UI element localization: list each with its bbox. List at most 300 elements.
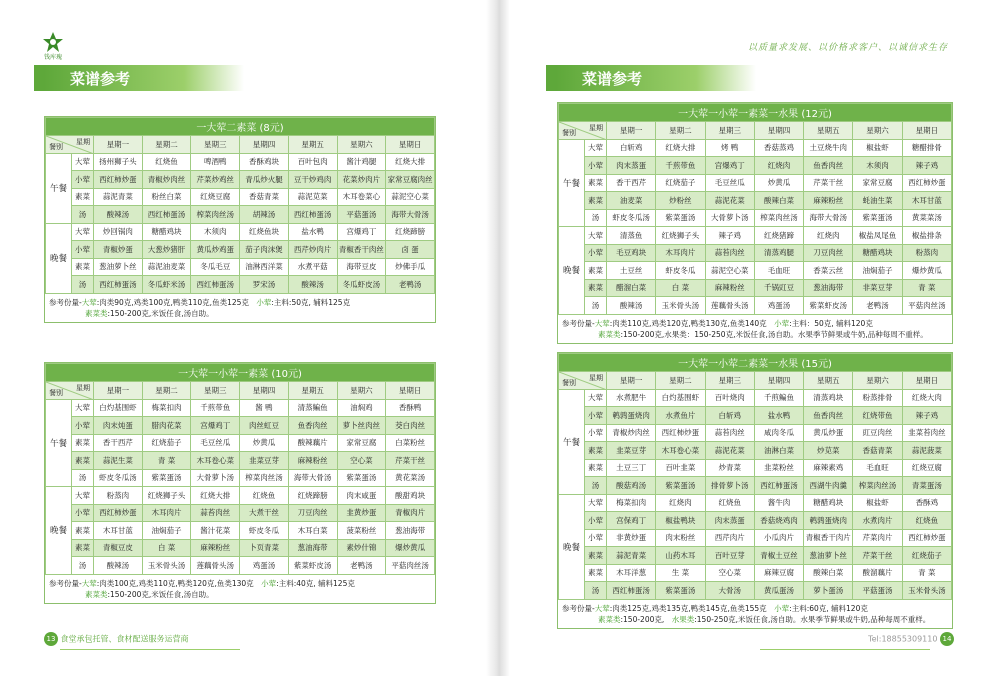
note-line [49, 589, 431, 600]
dish-cell: 炒苋菜 [804, 442, 853, 460]
dish-cell: 清蒸鸡块 [804, 389, 853, 407]
dish-cell: 西红柿蛋汤 [142, 206, 191, 224]
table-row [559, 209, 952, 227]
dish-cell: 大骨萝卜汤 [191, 469, 240, 487]
dish-cell: 蒜泥花菜 [705, 192, 754, 210]
dish-cell: 油焖茄子 [853, 262, 902, 280]
dish-cell: 麻辣素鸡 [804, 459, 853, 477]
dish-cell: 毛豆丝瓜 [191, 434, 240, 452]
dish-cell: 海带大骨汤 [804, 209, 853, 227]
header-row [46, 382, 435, 400]
note-line [49, 297, 431, 308]
header-row [559, 372, 952, 390]
logo-text: 钱库瑰 [43, 54, 62, 61]
day-header: 星期三 [191, 136, 240, 154]
dish-cell: 平菇蛋汤 [337, 206, 386, 224]
dish-cell: 红烧大排 [656, 139, 705, 157]
day-header: 星期五 [288, 382, 337, 400]
meal-label: 午餐 [46, 399, 72, 487]
dish-cell: 粉丝白菜 [142, 188, 191, 206]
dish-cell: 酱牛肉 [754, 494, 803, 512]
dish-cell: 白 菜 [656, 279, 705, 297]
dish-cell: 青椒炒肉丝 [607, 424, 656, 442]
dish-cell: 红烧茄子 [656, 174, 705, 192]
note-segment: :150-200克,米饭任食,汤自助。 [107, 308, 214, 318]
note-segment: :肉类100克,鸡类110克,鸭类120克,鱼类130克 [96, 578, 262, 588]
dish-cell: 豇豆肉丝 [853, 424, 902, 442]
dish-category: 素菜 [585, 279, 607, 297]
dish-cell: 炒黄瓜 [240, 434, 289, 452]
dish-cell: 青 菜 [142, 452, 191, 470]
dish-cell: 油焖鸡 [337, 399, 386, 417]
note-segment: 素菜类 [85, 308, 108, 318]
day-header: 星期五 [804, 122, 853, 140]
note-segment: 大荤 [594, 318, 610, 328]
table-row [46, 171, 435, 189]
header-row [46, 136, 435, 154]
dish-cell: 木耳甘蓝 [902, 192, 951, 210]
dish-cell: 芹菜干丝 [386, 452, 435, 470]
menu-table [45, 363, 435, 575]
dish-cell: 茄子肉沫煲 [240, 241, 289, 259]
table-row [46, 522, 435, 540]
dish-cell: 酸辣白菜 [754, 192, 803, 210]
banner-marker [34, 65, 44, 91]
corner-top-label: 星期 [589, 374, 603, 382]
note-segment: :主料:60克, 辅料120克 [789, 603, 868, 613]
dish-cell: 糖醋鸡块 [142, 223, 191, 241]
dish-cell: 紫菜蛋汤 [656, 582, 705, 600]
dish-cell: 西芹炒肉片 [288, 241, 337, 259]
table-row [559, 157, 952, 175]
dish-cell: 平菇肉丝汤 [902, 297, 951, 315]
dish-category: 小荤 [72, 171, 94, 189]
dish-cell: 鸡蛋汤 [240, 557, 289, 575]
dish-category: 小荤 [72, 417, 94, 435]
dish-cell: 冬瓜毛豆 [191, 258, 240, 276]
table-row [559, 262, 952, 280]
dish-cell: 肉丝虹豆 [240, 417, 289, 435]
dish-cell: 炒粉丝 [656, 192, 705, 210]
table-row [559, 227, 952, 245]
table-row [46, 241, 435, 259]
table-row [559, 547, 952, 565]
dish-cell: 蒜苔肉丝 [705, 244, 754, 262]
dish-cell: 芹菜干丝 [853, 547, 902, 565]
dish-cell: 椒盐虾 [853, 139, 902, 157]
menu-card [44, 362, 436, 604]
table-row [46, 223, 435, 241]
dish-cell: 罗宋汤 [240, 276, 289, 294]
note-line [562, 318, 948, 329]
table-row [46, 188, 435, 206]
dish-cell: 青椒炒肉丝 [142, 171, 191, 189]
dish-cell: 黄菜菜汤 [902, 209, 951, 227]
dish-category: 小荤 [585, 157, 607, 175]
dish-category: 素菜 [585, 262, 607, 280]
footer-line [60, 649, 240, 650]
dish-cell: 炒佛手瓜 [386, 258, 435, 276]
dish-cell: 水煮肉片 [853, 512, 902, 530]
dish-cell: 蒜泥空心菜 [705, 262, 754, 280]
portion-note [45, 575, 435, 603]
table-row [46, 539, 435, 557]
dish-cell: 盐水鸭 [288, 223, 337, 241]
dish-cell: 木须肉 [853, 157, 902, 175]
dish-cell: 白斩鸡 [607, 139, 656, 157]
dish-cell: 非黄炒蛋 [607, 529, 656, 547]
dish-cell: 豆干炒鸡肉 [288, 171, 337, 189]
dish-cell: 千煎带鱼 [656, 157, 705, 175]
dish-category: 小荤 [72, 504, 94, 522]
right-page [510, 0, 996, 676]
dish-cell: 木耳白菜 [288, 522, 337, 540]
dish-cell: 香菇蒸鸡 [754, 139, 803, 157]
dish-category: 素菜 [72, 188, 94, 206]
dish-cell: 鹌鹑蛋烧肉 [607, 407, 656, 425]
dish-cell: 萝卜蛋汤 [804, 582, 853, 600]
dish-cell: 平菇蛋汤 [853, 582, 902, 600]
portion-note [558, 600, 952, 628]
dish-cell: 粉蒸排骨 [853, 389, 902, 407]
corner-top-label: 星期 [589, 124, 603, 132]
day-header: 星期日 [386, 136, 435, 154]
section-banner [44, 65, 244, 91]
dish-cell: 紫菜蛋汤 [656, 209, 705, 227]
menu-card [557, 352, 953, 629]
table-row [559, 244, 952, 262]
dish-cell: 清蒸鱼 [607, 227, 656, 245]
dish-cell: 香菜云丝 [804, 262, 853, 280]
table-row [559, 279, 952, 297]
note-segment: 大荤 [81, 578, 97, 588]
dish-cell: 卜页青菜 [240, 539, 289, 557]
meal-label: 午餐 [559, 389, 585, 494]
dish-cell: 千煎鳊鱼 [754, 389, 803, 407]
dish-cell: 香菇烧鸡肉 [754, 512, 803, 530]
table-row [46, 557, 435, 575]
dish-cell: 葱油萝卜丝 [94, 258, 143, 276]
meal-label: 晚餐 [559, 227, 585, 315]
note-segment: 小荤 [774, 318, 790, 328]
dish-cell: 西红柿蛋汤 [754, 477, 803, 495]
table-row [46, 258, 435, 276]
dish-cell: 鹌鹑蛋烧肉 [804, 512, 853, 530]
dish-category: 大荤 [72, 487, 94, 505]
section-banner [556, 65, 756, 91]
note-segment: :150-200克,米饭任食,汤自助。 [107, 589, 214, 599]
day-header: 星期日 [386, 382, 435, 400]
dish-category: 素菜 [72, 452, 94, 470]
dish-cell: 青菜蛋汤 [902, 477, 951, 495]
note-segment: :150-200克, [620, 614, 672, 624]
page-number: 13 [44, 632, 58, 646]
footer-text: 食堂承包托管、食材配送服务运营商 [60, 634, 189, 644]
table-row [559, 297, 952, 315]
note-segment: 小荤 [261, 578, 277, 588]
dish-cell: 红烧肉 [754, 157, 803, 175]
dish-cell: 水煮平菇 [288, 258, 337, 276]
dish-category: 素菜 [585, 564, 607, 582]
dish-cell: 冬瓜虾皮汤 [337, 276, 386, 294]
dish-cell: 老鸭汤 [853, 297, 902, 315]
dish-category: 小荤 [72, 241, 94, 259]
dish-cell: 蒜泥空心菜 [386, 188, 435, 206]
corner-cell [559, 372, 607, 390]
note-segment: :肉类90克,鸡类100克,鸭类110克,鱼类125克 [96, 297, 257, 307]
dish-cell: 油麦菜 [607, 192, 656, 210]
table-row [559, 582, 952, 600]
table-row [46, 153, 435, 171]
corner-bottom-label: 餐别 [49, 388, 63, 397]
dish-cell: 山药木耳 [656, 547, 705, 565]
table-row [559, 459, 952, 477]
dish-cell: 木须肉 [191, 223, 240, 241]
table-row [46, 504, 435, 522]
dish-cell: 西红柿炒蛋 [656, 424, 705, 442]
meal-label: 午餐 [559, 139, 585, 227]
dish-cell: 紫菜蛋汤 [853, 209, 902, 227]
dish-cell: 蒜泥油麦菜 [142, 258, 191, 276]
dish-cell: 酸甜鸡块 [386, 487, 435, 505]
dish-cell: 黄瓜炒鸡蛋 [191, 241, 240, 259]
note-segment: 水果类 [671, 614, 695, 624]
dish-cell: 大骨汤 [705, 582, 754, 600]
dish-cell: 红烧大肉 [902, 389, 951, 407]
day-header: 星期五 [288, 136, 337, 154]
dish-cell: 海带大骨汤 [288, 469, 337, 487]
dish-cell: 土豆丝 [607, 262, 656, 280]
dish-cell: 海带大骨汤 [386, 206, 435, 224]
dish-category: 大荤 [585, 389, 607, 407]
dish-cell: 青椒土豆丝 [754, 547, 803, 565]
dish-category: 素菜 [585, 174, 607, 192]
dish-cell: 百叶烧肉 [705, 389, 754, 407]
dish-cell: 肉末咸蛋 [337, 487, 386, 505]
dish-cell: 萝卜丝肉丝 [337, 417, 386, 435]
dish-cell: 家常豆腐 [337, 434, 386, 452]
day-header: 星期六 [337, 382, 386, 400]
dish-category: 小荤 [585, 407, 607, 425]
dish-cell: 辣子鸡 [902, 157, 951, 175]
dish-cell: 醋溜白菜 [607, 279, 656, 297]
corner-bottom-label: 餐别 [562, 378, 576, 387]
dish-cell: 黄瓜蛋汤 [754, 582, 803, 600]
dish-category: 素菜 [72, 539, 94, 557]
title-row [559, 354, 952, 372]
dish-cell: 炒黄瓜 [754, 174, 803, 192]
page-number: 14 [940, 632, 954, 646]
note-segment: :主料：50克, 辅料120克 [789, 318, 873, 328]
dish-cell: 椒盐鸭块 [656, 512, 705, 530]
day-header: 星期四 [754, 122, 803, 140]
dish-cell: 香干西芹 [607, 174, 656, 192]
corner-cell [46, 136, 94, 154]
day-header: 星期日 [902, 372, 951, 390]
dish-cell: 清蒸鳊鱼 [288, 399, 337, 417]
dish-category: 汤 [72, 276, 94, 294]
dish-cell: 莲藕骨头汤 [705, 297, 754, 315]
table-row [46, 399, 435, 417]
dish-cell: 鱼香肉丝 [288, 417, 337, 435]
dish-cell: 烤 鸭 [705, 139, 754, 157]
dish-cell: 红烧猪蹄 [754, 227, 803, 245]
dish-cell: 葱油海带 [804, 279, 853, 297]
dish-cell: 爆炒黄瓜 [386, 539, 435, 557]
note-segment: 参考份量- [49, 578, 82, 588]
title-row [46, 118, 435, 136]
dish-category: 汤 [585, 209, 607, 227]
dish-cell: 紫菜蛋汤 [142, 469, 191, 487]
dish-category: 大荤 [585, 494, 607, 512]
dish-cell: 黄花菜汤 [386, 469, 435, 487]
dish-category: 大荤 [72, 399, 94, 417]
day-header: 星期三 [191, 382, 240, 400]
dish-category: 素菜 [585, 442, 607, 460]
dish-cell: 千锅豇豆 [754, 279, 803, 297]
menu-title: 一大荤一小荤一素菜 (10元) [46, 364, 435, 382]
day-header: 星期五 [804, 372, 853, 390]
table-row [46, 469, 435, 487]
dish-cell: 酸溜藕片 [853, 564, 902, 582]
dish-cell: 芹菜干丝 [804, 174, 853, 192]
table-row [46, 452, 435, 470]
corner-bottom-label: 餐别 [49, 142, 63, 151]
dish-cell: 花菜炒肉片 [337, 171, 386, 189]
dish-cell: 茭白肉丝 [386, 417, 435, 435]
dish-cell: 蒜泥菠菜 [902, 442, 951, 460]
note-segment: 参考份量- [562, 318, 595, 328]
day-header: 星期二 [142, 382, 191, 400]
table-row [559, 564, 952, 582]
dish-cell: 鸡蛋汤 [754, 297, 803, 315]
note-line [49, 578, 431, 589]
dish-cell: 芹菜炒鸡丝 [191, 171, 240, 189]
portion-note [558, 315, 952, 343]
dish-cell: 宫爆鸡丁 [191, 417, 240, 435]
dish-cell: 蒜苔肉丝 [705, 424, 754, 442]
dish-cell: 西红柿蛋汤 [94, 276, 143, 294]
dish-cell: 韭黄炒蛋 [337, 504, 386, 522]
note-segment: 素菜类 [85, 589, 108, 599]
note-segment: 小荤 [774, 603, 790, 613]
dish-cell: 木耳肉片 [656, 244, 705, 262]
dish-cell: 木耳甘蓝 [94, 522, 143, 540]
dish-cell: 麻辣粉丝 [288, 452, 337, 470]
dish-cell: 玉米骨头汤 [902, 582, 951, 600]
dish-cell: 青椒香干肉丝 [337, 241, 386, 259]
day-header: 星期二 [656, 372, 705, 390]
dish-category: 汤 [72, 206, 94, 224]
dish-cell: 香干西芹 [94, 434, 143, 452]
dish-cell: 胡辣汤 [240, 206, 289, 224]
note-line [562, 603, 948, 614]
dish-cell: 玉米骨头汤 [142, 557, 191, 575]
left-footer [44, 632, 189, 646]
note-segment: 参考份量- [49, 297, 82, 307]
dish-cell: 酱汁鸡腿 [337, 153, 386, 171]
dish-cell: 韭菜豆芽 [607, 442, 656, 460]
table-row [559, 512, 952, 530]
dish-cell: 青椒肉片 [386, 504, 435, 522]
dish-category: 小荤 [585, 244, 607, 262]
dish-cell: 酸辣汤 [607, 297, 656, 315]
dish-cell: 酸辣汤 [288, 276, 337, 294]
dish-cell: 宫爆鸡丁 [337, 223, 386, 241]
dish-cell: 千煎带鱼 [191, 399, 240, 417]
menu-title: 一大荤二素菜 (8元) [46, 118, 435, 136]
dish-cell: 水煮鱼片 [656, 407, 705, 425]
dish-cell: 蚝油生菜 [853, 192, 902, 210]
phone-text: Tel:18855309110 [868, 634, 938, 644]
dish-cell: 红烧肉 [656, 494, 705, 512]
dish-cell: 蒜泥青菜 [607, 547, 656, 565]
dish-cell: 紫菜蛋汤 [656, 477, 705, 495]
menu-card [44, 116, 436, 323]
dish-cell: 蒜苔肉丝 [191, 504, 240, 522]
day-header: 星期六 [853, 372, 902, 390]
note-line [562, 614, 948, 625]
note-line [49, 308, 431, 319]
table-row [559, 494, 952, 512]
dish-cell: 椒盐凤尾鱼 [853, 227, 902, 245]
table-row [559, 477, 952, 495]
dish-cell: 糖醋鸡块 [853, 244, 902, 262]
dish-cell: 葱油海带 [386, 522, 435, 540]
dish-cell: 白斩鸡 [705, 407, 754, 425]
dish-category: 汤 [585, 477, 607, 495]
dish-cell: 韭菜苔肉丝 [902, 424, 951, 442]
dish-cell: 西红柿炒蛋 [94, 171, 143, 189]
dish-cell: 清蒸鸡腿 [754, 244, 803, 262]
note-segment: :主料:40克, 辅料125克 [276, 578, 355, 588]
dish-cell: 葱油海带 [288, 539, 337, 557]
dish-cell: 酸辣藕片 [288, 434, 337, 452]
dish-cell: 百叶豆芽 [705, 547, 754, 565]
dish-cell: 红烧大排 [386, 153, 435, 171]
dish-cell: 榨菜肉丝汤 [853, 477, 902, 495]
dish-cell: 木耳卷心菜 [191, 452, 240, 470]
dish-cell: 红烧鱼块 [240, 223, 289, 241]
dish-cell: 白菜粉丝 [386, 434, 435, 452]
dish-cell: 糖醋鸡块 [804, 494, 853, 512]
dish-category: 汤 [585, 297, 607, 315]
dish-cell: 韭菜豆芽 [240, 452, 289, 470]
dish-cell: 蒜泥苋菜 [288, 188, 337, 206]
dish-category: 大荤 [72, 223, 94, 241]
dish-cell: 青椒香干肉片 [804, 529, 853, 547]
dish-cell: 大煮干丝 [240, 504, 289, 522]
dish-cell: 酸菇鸡汤 [607, 477, 656, 495]
dish-cell: 虾皮冬瓜 [656, 262, 705, 280]
dish-cell: 家常豆腐 [853, 174, 902, 192]
dish-cell: 肉末粉丝 [656, 529, 705, 547]
dish-cell: 毛血旺 [853, 459, 902, 477]
day-header: 星期二 [656, 122, 705, 140]
menu-table [558, 353, 952, 600]
banner-marker [546, 65, 556, 91]
dish-cell: 炒回锅肉 [94, 223, 143, 241]
dish-cell: 酱 鸭 [240, 399, 289, 417]
dish-cell: 椒盐虾 [853, 494, 902, 512]
dish-cell: 香菇青菜 [853, 442, 902, 460]
dish-cell: 木耳卷菜心 [337, 188, 386, 206]
dish-cell: 毛豆鸡块 [607, 244, 656, 262]
dish-cell: 大葱炒猪肝 [142, 241, 191, 259]
dish-cell: 咸肉冬瓜 [754, 424, 803, 442]
dish-cell: 空心菜 [337, 452, 386, 470]
dish-cell: 蒜泥青菜 [94, 188, 143, 206]
